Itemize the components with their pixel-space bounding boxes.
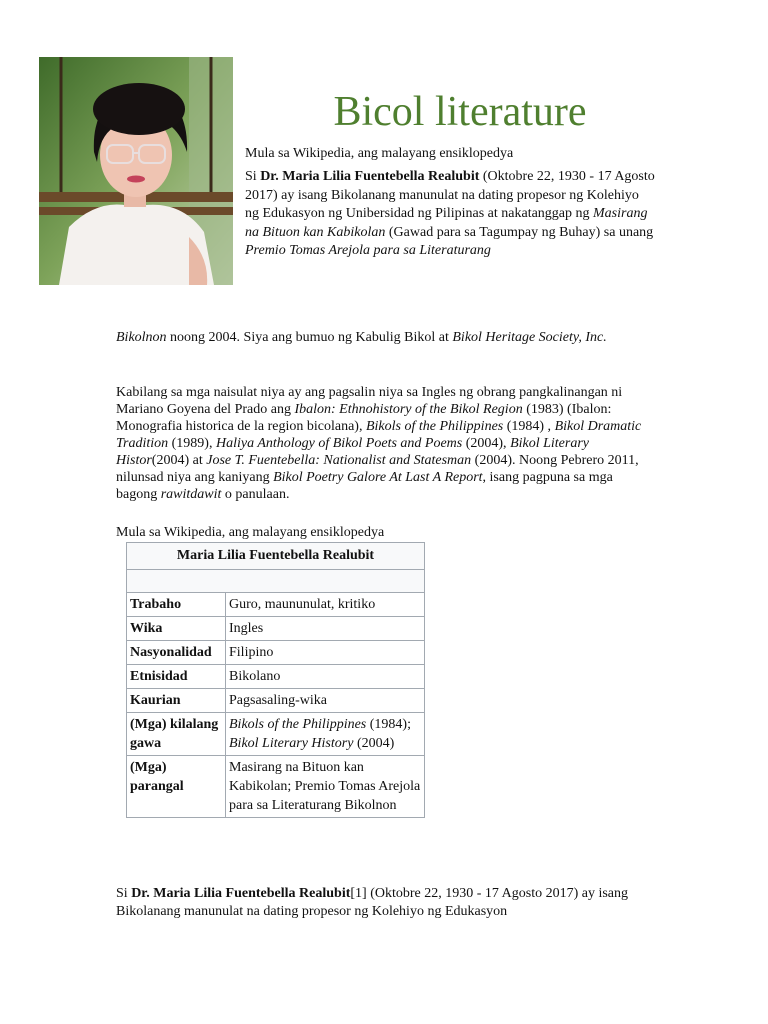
row-label: Nasyonalidad <box>127 641 226 665</box>
table-row <box>127 665 425 689</box>
row-value-works: Bikols of the Philippines (1984); Bikol Literary History (2004) <box>226 713 425 756</box>
table-row <box>127 689 425 713</box>
row-value: Filipino <box>226 641 425 665</box>
intro-paragraph: Si Dr. Maria Lilia Fuentebella Realubit (Oktobre 22, 1930 - 17 Agosto 2017) ay isang Bikolanang manunulat na dating propesor ng Kolehiyo ng Edukasyon ng Unibersidad ng Pilipinas at nakatanggap ng Masirang na Bituon kan Kabikolan (Gawad para sa Tagumpay ng Buhay) sa unang Premio Tomas Arejola para sa Literaturang <box>245 169 655 258</box>
row-label: (Mga) kilalang gawa <box>127 713 226 756</box>
portrait-photo <box>39 57 233 285</box>
row-value: Ingles <box>226 617 425 641</box>
row-value: Bikolano <box>226 665 425 689</box>
row-label: Etnisidad <box>127 665 226 689</box>
infobox-table <box>126 542 425 818</box>
paragraph-bikolnon: Bikolnon noong 2004. Siya ang bumuo ng Kabulig Bikol at Bikol Heritage Society, Inc. <box>116 330 607 345</box>
bikolano-link[interactable]: Bikolanang manunulat <box>330 187 459 203</box>
row-label: Kaurian <box>127 689 226 713</box>
up-link[interactable]: Unibersidad ng Pilipinas <box>345 206 485 221</box>
closing-paragraph: Si Dr. Maria Lilia Fuentebella Realubit[1] (Oktobre 22, 1930 - 17 Agosto 2017) ay isang Bikolanang manunulat na dating propesor ng Kolehiyo ng Edukasyon <box>116 886 629 919</box>
paragraph-works: Kabilang sa mga naisulat niya ay ang pagsalin niya sa Ingles ng obrang pangkalinangan ni Mariano Goyena del Prado ang Ibalon: Ethnohistory of the Bikol Region (1983) (Ibalon: Monografia historica de la region bicolana), Bikols of the Philippines (1984) , Bikol Dramatic Tradition (1989), Haliya Anthology of Bikol Poets and Poems (2004), Bikol Literary Histor(2004) at Jose T. Fuentebella: Nationalist and Statesman (2004). Noong Pebrero 2011, nilunsad niya ang kaniyang Bikol Poetry Galore At Last A Report, isang pagpuna sa mga bagong rawitdawit o panulaan. <box>116 385 642 502</box>
reference-link[interactable]: [1] <box>350 886 367 901</box>
row-value: Masirang na Bituon kan Kabikolan; Premio Tomas Arejola para sa Literaturang Bikolnon <box>226 756 425 818</box>
row-value: Pagsasaling-wika <box>226 689 425 713</box>
table-row <box>127 641 425 665</box>
table-row <box>127 713 425 756</box>
table-row <box>127 617 425 641</box>
person-name: Dr. Maria Lilia Fuentebella Realubit <box>260 169 480 184</box>
row-label: Trabaho <box>127 593 226 617</box>
table-row <box>127 593 425 617</box>
page-subtitle: Mula sa Wikipedia, ang malayang ensiklopedya <box>245 146 514 161</box>
infobox-image-placeholder <box>127 570 425 593</box>
table-row <box>127 756 425 818</box>
infobox-caption: Maria Lilia Fuentebella Realubit <box>127 543 425 570</box>
row-label: (Mga) parangal <box>127 756 226 818</box>
page-title: Bicol literature <box>333 89 587 135</box>
row-label: Wika <box>127 617 226 641</box>
source-note: Mula sa Wikipedia, ang malayang ensiklopedya <box>116 525 385 540</box>
row-value: Guro, maununulat, kritiko <box>226 593 425 617</box>
